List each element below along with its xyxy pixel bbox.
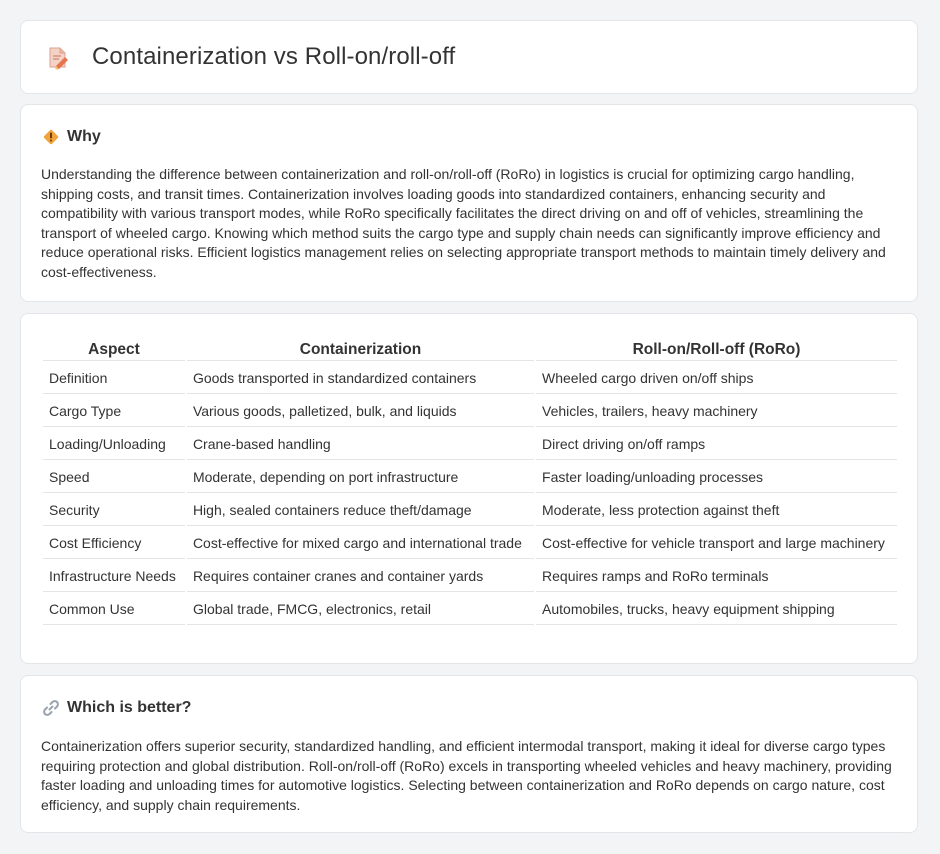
table-row — [43, 462, 897, 493]
table-row — [43, 594, 897, 625]
page-title: Containerization vs Roll-on/roll-off — [92, 43, 456, 70]
row-containerization: Global trade, FMCG, electronics, retail — [187, 594, 534, 625]
row-containerization: High, sealed containers reduce theft/damage — [187, 495, 534, 526]
row-aspect: Common Use — [43, 594, 185, 625]
better-text: Containerization offers superior security, standardized handling, and efficient intermodal transport, making it ideal for diverse cargo types requiring protection and global distribution. Roll-on/roll-off (RoRo) excels in transporting wheeled vehicles and heavy machinery, providing faster loading and unloading times for automotive logistics. Selecting between containerization and RoRo depends on cargo nature, cost efficiency, and supply chain requirements. — [41, 738, 892, 813]
table-row — [43, 363, 897, 394]
comparison-table — [41, 334, 899, 627]
row-roro: Automobiles, trucks, heavy equipment shipping — [536, 594, 897, 625]
row-containerization: Cost-effective for mixed cargo and international trade — [187, 528, 534, 559]
row-containerization: Goods transported in standardized containers — [187, 363, 534, 394]
row-containerization: Various goods, palletized, bulk, and liquids — [187, 396, 534, 427]
why-section — [20, 104, 918, 302]
why-heading: Why — [67, 128, 101, 145]
row-aspect: Cost Efficiency — [43, 528, 185, 559]
table-row — [43, 429, 897, 460]
document-pencil-icon — [47, 46, 69, 70]
row-aspect: Definition — [43, 363, 185, 394]
row-aspect: Loading/Unloading — [43, 429, 185, 460]
diamond-warning-icon — [42, 128, 60, 146]
row-aspect: Cargo Type — [43, 396, 185, 427]
row-roro: Vehicles, trailers, heavy machinery — [536, 396, 897, 427]
row-aspect: Security — [43, 495, 185, 526]
row-containerization: Requires container cranes and container yards — [187, 561, 534, 592]
title-card — [20, 20, 918, 94]
link-icon — [42, 699, 60, 717]
row-roro: Requires ramps and RoRo terminals — [536, 561, 897, 592]
row-roro: Cost-effective for vehicle transport and large machinery — [536, 528, 897, 559]
header-containerization: Containerization — [187, 336, 534, 361]
better-heading: Which is better? — [67, 699, 192, 716]
row-containerization: Crane-based handling — [187, 429, 534, 460]
comparison-section — [20, 313, 918, 664]
which-is-better-section — [20, 675, 918, 833]
table-row — [43, 528, 897, 559]
header-aspect: Aspect — [43, 336, 185, 361]
row-aspect: Infrastructure Needs — [43, 561, 185, 592]
table-header-row — [43, 336, 897, 361]
table-row — [43, 396, 897, 427]
header-roro: Roll-on/Roll-off (RoRo) — [536, 336, 897, 361]
row-aspect: Speed — [43, 462, 185, 493]
row-roro: Faster loading/unloading processes — [536, 462, 897, 493]
why-text: Understanding the difference between containerization and roll-on/roll-off (RoRo) in logistics is crucial for optimizing cargo handling, shipping costs, and transit times. Containerization involves loading goods into standardized containers, enhancing security and compatibility with various transport modes, while RoRo specifically facilitates the direct driving on and off of vehicles, streamlining the transport of wheeled cargo. Knowing which method suits the cargo type and supply chain needs can significantly improve efficiency and reduce operational risks. Efficient logistics management relies on selecting appropriate transport methods to maintain timely delivery and cost-effectiveness. — [41, 166, 886, 280]
row-roro: Direct driving on/off ramps — [536, 429, 897, 460]
row-roro: Wheeled cargo driven on/off ships — [536, 363, 897, 394]
table-row — [43, 495, 897, 526]
row-roro: Moderate, less protection against theft — [536, 495, 897, 526]
row-containerization: Moderate, depending on port infrastructure — [187, 462, 534, 493]
table-row — [43, 561, 897, 592]
